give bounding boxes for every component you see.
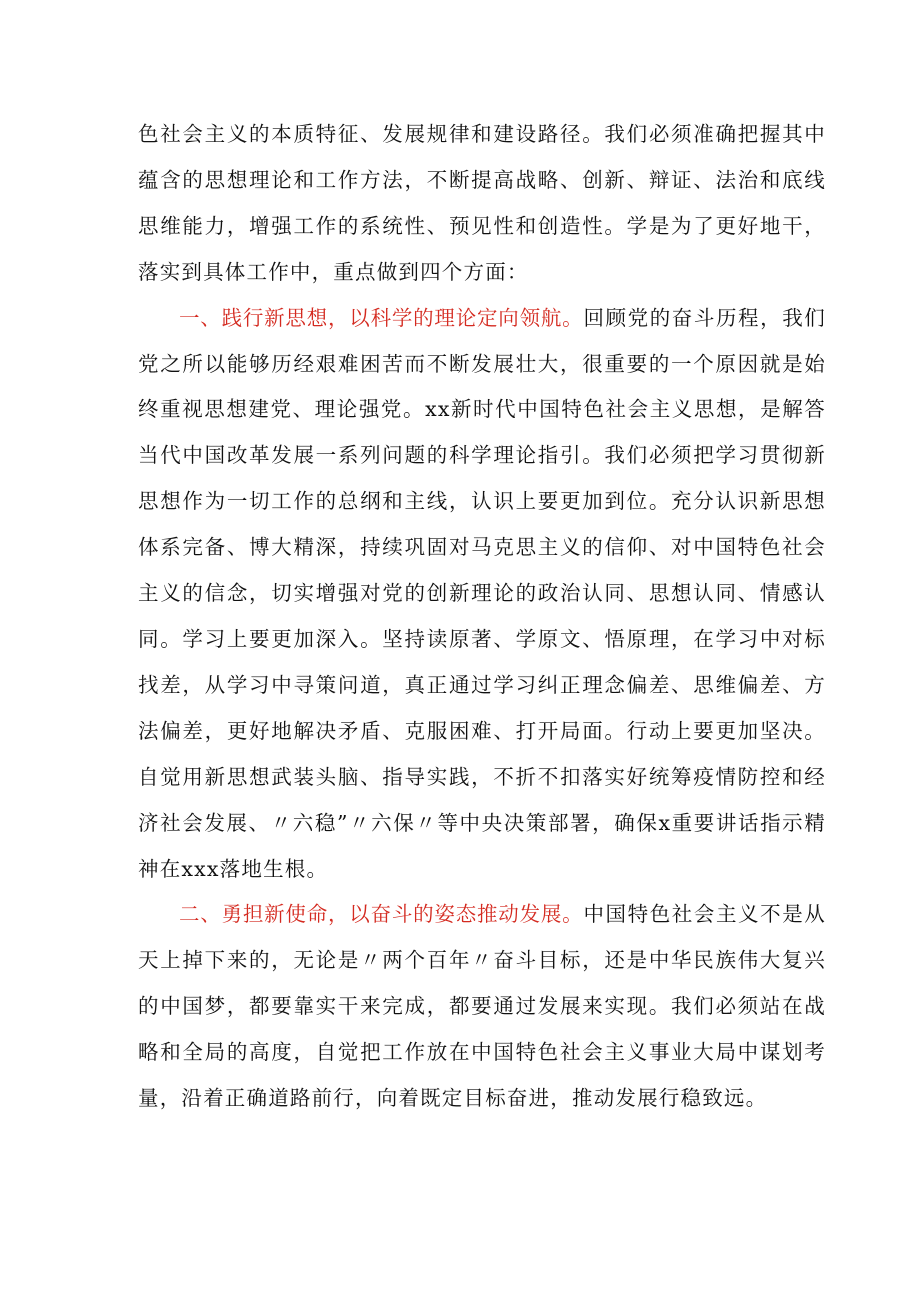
section-heading: 二、勇担新使命，以奋斗的姿态推动发展。 — [179, 902, 584, 927]
section-heading: 一、践行新思想，以科学的理论定向领航。 — [179, 305, 584, 330]
paragraph-text: 回顾党的奋斗历程，我们党之所以能够历经艰难困苦而不断发展壮大，很重要的一个原因就是始终重视思想建党、理论强党。xx新时代中国特色社会主义思想，是解答当代中国改革发展一系列问题的科学理论指引。我们必须把学习贯彻新思想作为一切工作的总纲和主线，认识上要更加到位。充分认识新思想体系完备、博大精深，持续巩固对马克思主义的信仰、对中国特色社会主义的信念，切实增强对党的创新理论的政治认同、思想认同、情感认同。学习上要更加深入。坚持读原著、学原文、悟原理，在学习中对标找差，从学习中寻策问道，真正通过学习纠正理念偏差、思维偏差、方法偏差，更好地解决矛盾、克服困难、打开局面。行动上要更加坚决。自觉用新思想武装头脑、指导实践，不折不扣落实好统筹疫情防控和经济社会发展、〃六稳”〃六保〃等中央决策部署，确保x重要讲话指示精神在xxx落地生根。 — [138, 305, 826, 881]
paragraph-section-2 — [138, 892, 826, 1122]
document-body — [138, 112, 826, 1122]
paragraph-intro — [138, 112, 826, 296]
paragraph-section-1 — [138, 296, 826, 893]
paragraph-text: 色社会主义的本质特征、发展规律和建设路径。我们必须准确把握其中蕴含的思想理论和工作方法，不断提高战略、创新、辩证、法治和底线思维能力，增强工作的系统性、预见性和创造性。学是为了更好地干，落实到具体工作中，重点做到四个方面： — [138, 122, 826, 284]
paragraph-text: 中国特色社会主义不是从天上掉下来的，无论是〃两个百年〃奋斗目标，还是中华民族伟大复兴的中国梦，都要靠实干来完成，都要通过发展来实现。我们必须站在战略和全局的高度，自觉把工作放在中国特色社会主义事业大局中谋划考量，沿着正确道路前行，向着既定目标奋进，推动发展行稳致远。 — [138, 902, 826, 1111]
